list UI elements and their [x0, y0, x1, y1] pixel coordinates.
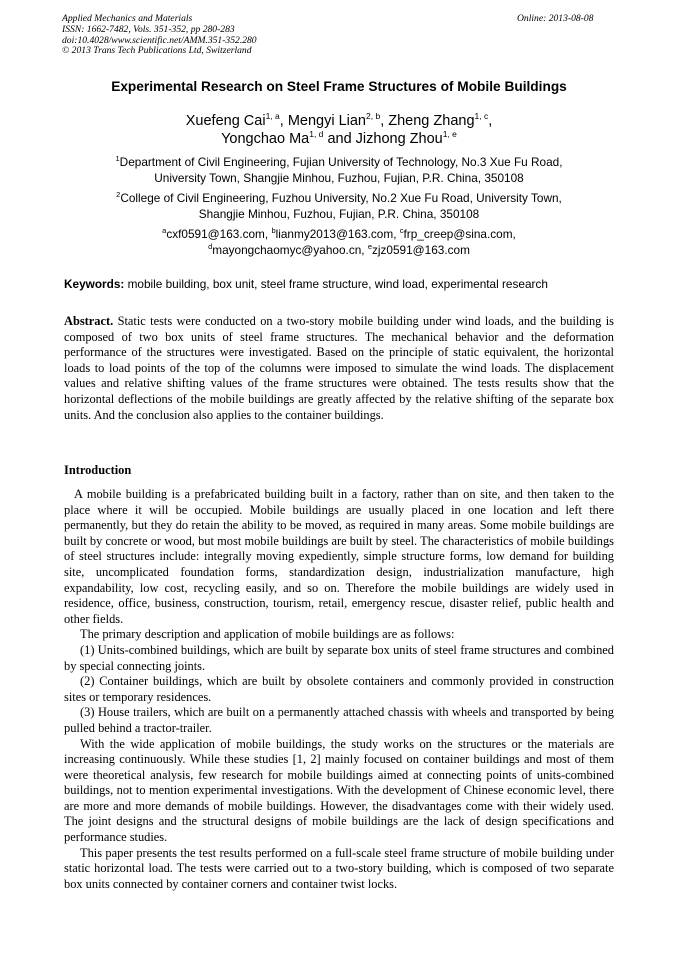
author-name: Jizhong Zhou: [355, 130, 443, 147]
abstract-text: Static tests were conducted on a two-story mobile building under wind loads, and the building is composed of two box units of steel frame structures. The mechanical behavior and the deformation performance of the structures were investigated. Based on the principle of static equivalent, the horizontal loads to load points of the top of the columns were imposed to simulate the wind loads. The displacement values and relative shifting values of the frame structures were obtained. The tests results show that the horizontal deflections of the mobile buildings are greatly affected by the relative shifting of the separate box units. And the conclusion also applies to the container buildings.: [64, 314, 614, 422]
email-link[interactable]: cxf0591@163.com: [166, 227, 265, 241]
online-date: Online: 2013-08-08: [517, 13, 594, 24]
keywords-label: Keywords:: [64, 277, 125, 291]
author-sup: 1, e: [442, 128, 457, 139]
email-list: $^a$cxf0591@163.com, $^b$lianmy2013@163.com, $^c$frp_creep@sina.com, $^d$mayongchaomyc@yahoo.cn, $^e$zjz0591@163.com: [162, 226, 516, 257]
author-list: [0, 113, 678, 148]
email-link[interactable]: zjz0591@163.com: [372, 242, 470, 257]
author-line-2: Yongchao Ma$^{1, d}$ and Jizhong Zhou$^{1, e}$: [221, 128, 457, 147]
author-sup: 1, a: [265, 111, 280, 121]
email-link[interactable]: mayongchaomyc@yahoo.cn: [212, 242, 362, 257]
author-sup: 1, d: [309, 128, 324, 139]
section-heading-introduction: Introduction: [64, 463, 132, 477]
keywords-text: mobile building, box unit, steel frame structure, wind load, experimental research: [127, 277, 548, 291]
doi-line[interactable]: doi:10.4028/www.scientific.net/AMM.351-352.280: [62, 34, 257, 46]
paragraph: (1) Units-combined buildings, which are built by separate box units of steel frame structures and combined by special connecting joints.: [64, 642, 614, 673]
paragraph: The primary description and application of mobile buildings are as follows:: [80, 627, 455, 642]
issn-line: ISSN: 1662-7482, Vols. 351-352, pp 280-283: [62, 23, 235, 35]
author-sup: 2, b: [366, 111, 381, 121]
paragraph: This paper presents the test results performed on a full-scale steel frame structure of mobile building under static horizontal load. The tests were carried out to a two-story building, which is composed of two separate box units connected by container corners and container twist locks.: [64, 845, 614, 891]
journal-name: Applied Mechanics and Materials: [62, 13, 193, 24]
paragraph: (3) House trailers, which are built on a permanently attached chassis with wheels and transported by being pulled behind a tractor-trailer.: [64, 705, 614, 735]
author-name: Xuefeng Cai: [185, 113, 266, 129]
keywords: [64, 277, 548, 291]
introduction-body: [64, 487, 614, 892]
paragraph: With the wide application of mobile buildings, the study works on the structures or the materials are increasing continuously. While these studies [1, 2] mainly focused on container buildings and most of them were theoretical analysis, few research for mobile buildings aimed at connecting points of units-combined buildings, not to mention experimental investigations. With the development of Chinese economic level, there are more and more demands of mobile buildings. However, the disadvantages come with their widely used. The joint designs and the structural designs of mobile buildings are the lack of design specifications and performance studies.: [64, 736, 614, 845]
abstract-label: Abstract.: [64, 314, 114, 328]
paragraph: (2) Container buildings, which are built by obsolete containers and commonly provided in construction sites or temporary residences.: [64, 674, 614, 704]
abstract: [64, 314, 614, 423]
author-name: Mengyi Lian: [287, 113, 366, 129]
paper-title: Experimental Research on Steel Frame Structures of Mobile Buildings: [111, 79, 567, 94]
journal-header: [62, 14, 257, 57]
email-link[interactable]: frp_creep@sina.com: [403, 227, 513, 241]
copyright-line: © 2013 Trans Tech Publications Ltd, Switzerland: [62, 45, 252, 57]
author-name: Zheng Zhang: [388, 113, 475, 129]
affiliation-2: $^2$College of Civil Engineering, Fuzhou University, No.2 Xue Fu Road, University Town, Shangjie Minhou, Fuzhou, Fujian, P.R. China, 350108: [116, 190, 562, 221]
author-sup: 1, c: [474, 111, 489, 121]
paragraph: A mobile building is a prefabricated building built in a factory, rather than on site, and then taken to the place where it will be occupied. Mobile buildings are usually placed in one location and left there permanently, but they do retain the ability to be moved, as required in many areas. Some mobile buildings are built by concrete or wood, but most mobile buildings are built by steel. The characteristics of mobile buildings of steel structures include: integrally moving expediently, simple structure forms, low demand for building site, uncomplicated foundation forms, standardization design, industrialization manufacture, high expandability, low cost, recycling easily, and so on. Therefore the mobile buildings are widely used in residence, office, business, construction, tourism, retail, emergency rescue, disaster relief, public health and other fields.: [64, 487, 614, 626]
email-link[interactable]: lianmy2013@163.com: [275, 227, 394, 241]
author-line-1: Xuefeng Cai$^{1, a}$, Mengyi Lian$^{2, b}$, Zheng Zhang$^{1, c}$,: [185, 111, 493, 129]
affiliation-1: $^1$Department of Civil Engineering, Fujian University of Technology, No.3 Xue Fu Road, University Town, Shangjie Minhou, Fuzhou, Fujian, P.R. China, 350108: [115, 154, 563, 185]
author-name: Yongchao Ma: [221, 130, 310, 147]
